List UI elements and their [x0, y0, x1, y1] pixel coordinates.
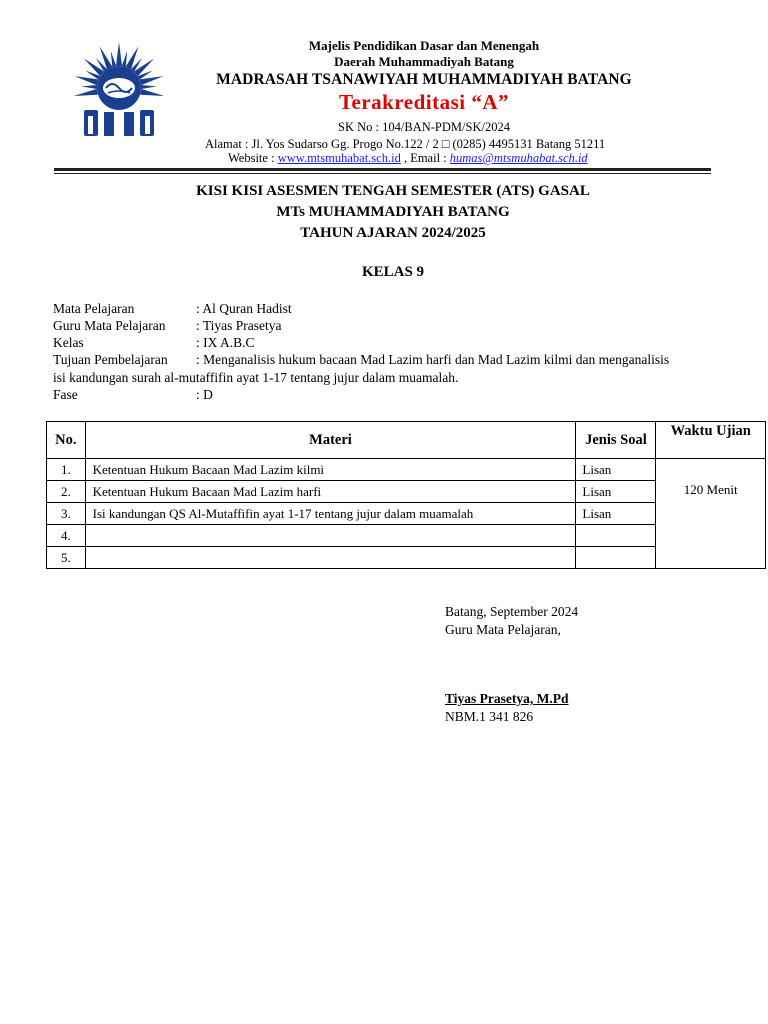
row-jenis: Lisan [576, 459, 656, 481]
sk-number: SK No : 104/BAN-PDM/SK/2024 [338, 120, 510, 134]
row-jenis: Lisan [576, 481, 656, 503]
email-link[interactable]: humas@mtsmuhabat.sch.id [449, 151, 588, 165]
signature-name: Tiyas Prasetya, M.Pd [445, 691, 569, 706]
header-jenis-soal: Jenis Soal [576, 422, 656, 459]
info-value: : D [196, 387, 213, 402]
info-label: Mata Pelajaran [53, 301, 135, 316]
table-header-row [47, 422, 766, 459]
header-waktu-ujian: Waktu Ujian [656, 422, 766, 459]
row-no: 3. [47, 503, 86, 525]
info-value: : IX A.B.C [196, 335, 255, 350]
row-no: 1. [47, 459, 86, 481]
row-no: 4. [47, 525, 86, 547]
row-no: 2. [47, 481, 86, 503]
signature-role: Guru Mata Pelajaran, [445, 622, 561, 637]
header-no: No. [47, 422, 86, 459]
info-value: : Menganalisis hukum bacaan Mad Lazim harfi dan Mad Lazim kilmi dan menganalisis [196, 352, 670, 367]
school-address: Alamat : Jl. Yos Sudarso Gg. Progo No.122 / 2 □ (0285) 4495131 Batang 51211 [205, 137, 606, 151]
org-line-2: Daerah Muhammadiyah Batang [334, 54, 514, 69]
website-link[interactable]: www.mtsmuhabat.sch.id [277, 151, 401, 165]
row-materi [85, 547, 576, 569]
signature-place-date: Batang, September 2024 [445, 604, 579, 619]
row-no: 5. [47, 547, 86, 569]
info-label: Kelas [53, 335, 84, 350]
doc-subtitle-year: TAHUN AJARAN 2024/2025 [300, 225, 486, 241]
waktu-ujian-value [656, 459, 766, 569]
row-materi: Ketentuan Hukum Bacaan Mad Lazim harfi [85, 481, 576, 503]
email-label: , Email : [400, 151, 450, 165]
info-value: : Tiyas Prasetya [196, 318, 282, 333]
info-value: : Al Quran Hadist [196, 301, 292, 316]
header-materi: Materi [85, 422, 576, 459]
header-divider-thin [54, 173, 711, 174]
row-materi: Isi kandungan QS Al-Mutaffifin ayat 1-17 tentang jujur dalam muamalah [85, 503, 576, 525]
website-label: Website : [228, 151, 278, 165]
doc-title: KISI KISI ASESMEN TENGAH SEMESTER (ATS) GASAL [196, 183, 590, 199]
waktu-ujian-text: 120 Menit [683, 481, 738, 497]
info-tujuan-continuation: isi kandungan surah al-mutaffifin ayat 1-17 tentang jujur dalam muamalah. [53, 370, 459, 385]
org-line-1: Majelis Pendidikan Dasar dan Menengah [308, 38, 540, 53]
signature-nbm: NBM.1 341 826 [445, 709, 534, 724]
header-divider-thick [54, 168, 711, 171]
row-jenis [576, 525, 656, 547]
accreditation-title: Terakreditasi “A” [338, 90, 510, 114]
materi-table [46, 421, 766, 569]
info-label: Guru Mata Pelajaran [53, 318, 166, 333]
school-name: MADRASAH TSANAWIYAH MUHAMMADIYAH BATANG [216, 71, 632, 88]
contact-line [228, 151, 588, 166]
class-title: KELAS 9 [361, 264, 425, 280]
row-materi [85, 525, 576, 547]
doc-subtitle-school: MTs MUHAMMADIYAH BATANG [276, 204, 510, 220]
info-label: Tujuan Pembelajaran [53, 352, 168, 367]
table-row [47, 459, 766, 481]
row-materi: Ketentuan Hukum Bacaan Mad Lazim kilmi [85, 459, 576, 481]
row-jenis: Lisan [576, 503, 656, 525]
info-label: Fase [53, 387, 78, 402]
row-jenis [576, 547, 656, 569]
